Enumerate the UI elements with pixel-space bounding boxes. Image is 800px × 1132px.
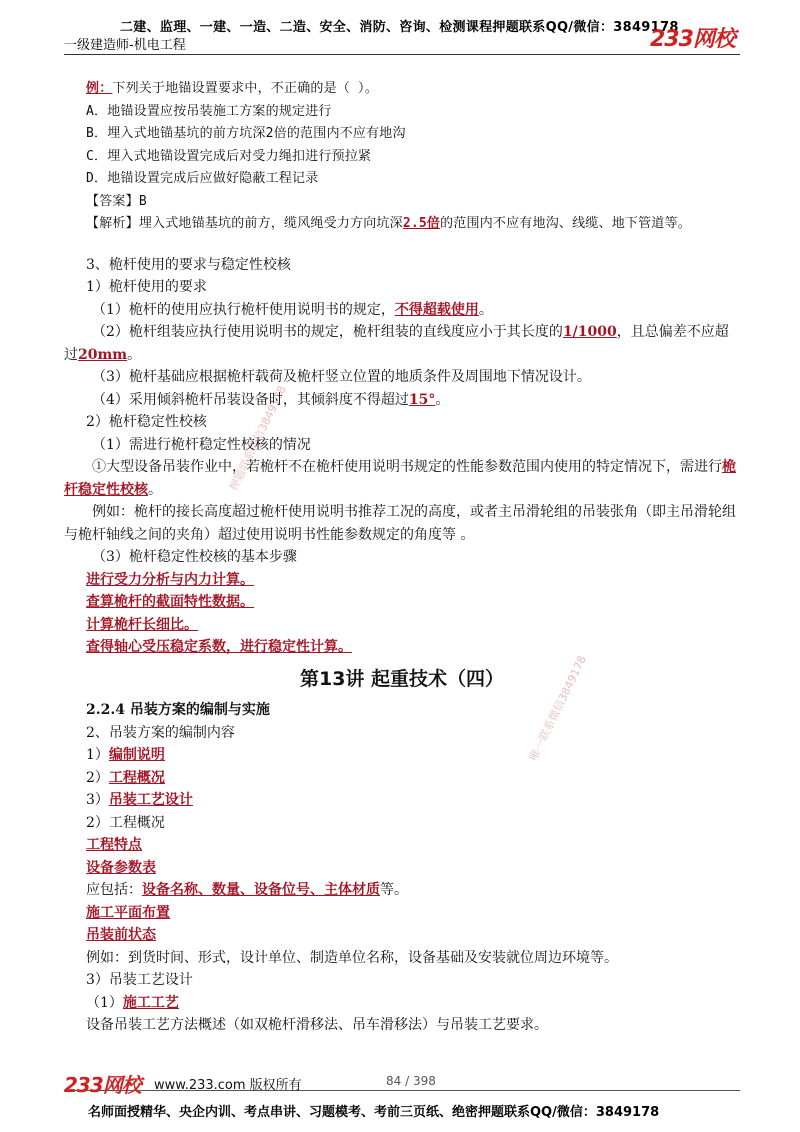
answer: 【答案】B (86, 193, 147, 209)
design-description: 设备吊装工艺方法概述（如双桅杆滑移法、吊车滑移法）与吊装工艺要求。 (86, 1017, 548, 1033)
option-c: C．埋入式地锚设置完成后对受力绳扣进行预拉紧 (86, 148, 372, 164)
subsection-usage-title: 1）桅杆使用的要求 (86, 279, 207, 295)
plan-list-item-2: 2）工程概况 (86, 769, 165, 786)
plan-list-item-3: 3）吊装工艺设计 (86, 792, 193, 808)
overview-item-2: 设备参数表 (86, 859, 156, 876)
stability-check-3: （3）桅杆稳定性校核的基本步骤 (92, 549, 297, 565)
analysis: 【解析】埋入式地锚基坑的前方，缆风绳受力方向坑深2.5倍的范围内不应有地沟、线缆、地下管道等。 (86, 216, 691, 231)
footer-contact-line: 名师面授精华、央企内训、考点串讲、习题模考、考前三页纸、绝密押题联系QQ/微信：3849178 (88, 1105, 660, 1120)
plan-content-title: 2、吊装方案的编制内容 (86, 724, 235, 741)
page-number: 84 / 398 (386, 1074, 436, 1088)
header-subtitle: 一级建造师-机电工程 (64, 38, 186, 53)
step-1: 进行受力分析与内力计算。 (86, 571, 254, 588)
footer-logo: 233网校 (64, 1073, 141, 1097)
overview-includes: 应包括：设备名称、数量、设备位号、主体材质等。 (86, 882, 408, 898)
overview-item-1: 工程特点 (86, 837, 142, 853)
lecture-title: 第13讲 起重技术（四） (299, 667, 505, 690)
step-4: 查得轴心受压稳定系数，进行稳定性计算。 (86, 639, 352, 655)
design-item-1: （1）施工工艺 (86, 994, 179, 1011)
step-2: 查算桅杆的截面特性数据。 (86, 594, 254, 610)
example-question: 例：下列关于地锚设置要求中，不正确的是（ ）。 (86, 81, 378, 96)
example-label: 例： (86, 81, 113, 96)
document-body (64, 78, 740, 1037)
section-3-title: 3、桅杆使用的要求与稳定性校核 (86, 256, 291, 273)
stability-case-example: 例如：桅杆的接长高度超过桅杆使用说明书推荐工况的高度，或者主吊滑轮组的吊装张角（即主吊滑轮组与桅杆轴线之间的夹角）超过使用说明书性能参数规定的角度等 。 (64, 504, 736, 543)
watermark: 唯一联系微信3849178 (526, 653, 589, 763)
usage-item-1: （1）桅杆的使用应执行桅杆使用说明书的规定，不得超载使用。 (92, 301, 493, 318)
usage-item-4: （4）采用倾斜桅杆吊装设备时，其倾斜度不得超过15°。 (92, 391, 450, 408)
option-b: B．埋入式地锚基坑的前方坑深2倍的范围内不应有地沟 (86, 126, 406, 141)
plan-list-item-1: 1）编制说明 (86, 747, 165, 763)
overview-title: 2）工程概况 (86, 814, 165, 831)
overview-item-4: 吊装前状态 (86, 927, 156, 943)
usage-item-3: （3）桅杆基础应根据桅杆载荷及桅杆竖立位置的地质条件及周围地下情况设计。 (92, 369, 591, 385)
header-divider (64, 54, 740, 55)
option-d: D．地锚设置完成后应做好隐蔽工程记录 (86, 171, 319, 186)
stability-check-1: （1）需进行桅杆稳定性校核的情况 (92, 436, 311, 453)
footer-site: www.233.com 版权所有 (154, 1078, 302, 1093)
option-a: A．地锚设置应按吊装施工方案的规定进行 (86, 103, 332, 119)
subsection-stability-title: 2）桅杆稳定性校核 (86, 414, 207, 430)
overview-item-3: 施工平面布置 (86, 904, 170, 921)
header-contact-line: 二建、监理、一建、一造、二造、安全、消防、咨询、检测课程押题联系QQ/微信：3849178 (120, 20, 679, 35)
stability-case-1: ①大型设备吊装作业中，若桅杆不在桅杆使用说明书规定的性能参数范围内使用的特定情况下，需进行桅杆稳定性校核。 (64, 459, 736, 498)
status-example: 例如：到货时间、形式，设计单位、制造单位名称，设备基础及安装就位周边环境等。 (86, 949, 618, 966)
watermark: 押题联系微信3849178 (226, 383, 289, 493)
usage-item-2: （2）桅杆组装应执行使用说明书的规定，桅杆组装的直线度应小于其长度的1/1000，且总偏差不应超过20mm。 (64, 324, 729, 363)
section-2-2-4-title: 2.2.4 吊装方案的编制与实施 (86, 702, 270, 718)
brand-logo: 233网校 (650, 27, 735, 52)
design-title: 3）吊装工艺设计 (86, 972, 193, 988)
step-3: 计算桅杆长细比。 (86, 616, 198, 633)
